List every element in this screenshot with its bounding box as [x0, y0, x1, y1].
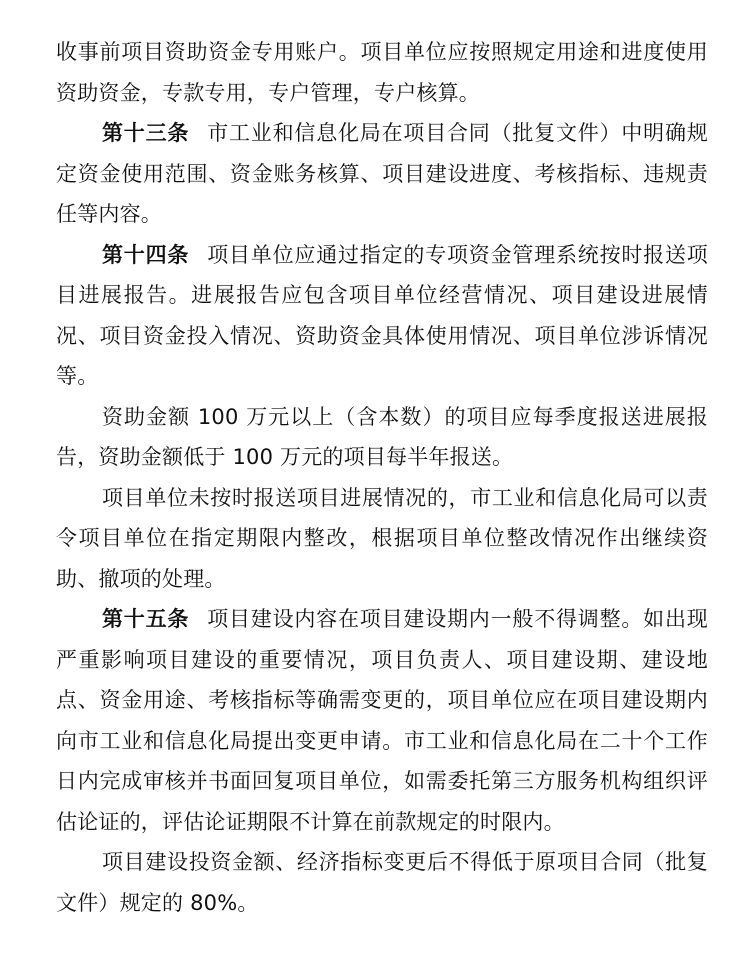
- article-label: 第十四条: [102, 242, 190, 267]
- article-label: 第十五条: [102, 607, 190, 631]
- article-14-paragraph: [56, 235, 708, 397]
- paragraph-text: 项目单位应通过指定的专项资金管理系统按时报送项目进展报告。进展报告应包含项目单位经营情况、项目建设进展情况、项目资金投入情况、资助资金具体使用情况、项目单位涉诉情况等。: [56, 242, 708, 388]
- article-label: 第十三条: [102, 121, 190, 145]
- paragraph-text: 收事前项目资助资金专用账户。项目单位应按照规定用途和进度使用资助资金，专款专用，专户管理，专户核算。: [56, 40, 708, 105]
- paragraph-p7: [56, 842, 708, 923]
- article-15-paragraph: [56, 599, 708, 842]
- paragraph-text: 项目建设投资金额、经济指标变更后不得低于原项目合同（批复文件）规定的 80%。: [56, 850, 708, 915]
- article-13-paragraph: [56, 113, 708, 235]
- paragraph-p5: [56, 478, 708, 600]
- paragraph-text: 项目建设内容在项目建设期内一般不得调整。如出现严重影响项目建设的重要情况，项目负责人、项目建设期、建设地点、资金用途、考核指标等确需变更的，项目单位应在项目建设期内向市工业和信息化局提出变更申请。市工业和信息化局在二十个工作日内完成审核并书面回复项目单位，如需委托第三方服务机构组织评估论证的，评估论证期限不计算在前款规定的时限内。: [56, 607, 708, 834]
- paragraph-text: 市工业和信息化局在项目合同（批复文件）中明确规定资金使用范围、资金账务核算、项目建设进度、考核指标、违规责任等内容。: [56, 121, 708, 226]
- paragraph-text: 资助金额 100 万元以上（含本数）的项目应每季度报送进展报告，资助金额低于 100 万元的项目每半年报送。: [56, 404, 708, 469]
- paragraph-p1: [56, 32, 708, 113]
- paragraph-text: 项目单位未按时报送项目进展情况的，市工业和信息化局可以责令项目单位在指定期限内整改，根据项目单位整改情况作出继续资助、撤项的处理。: [56, 485, 708, 591]
- paragraph-p4: [56, 397, 708, 478]
